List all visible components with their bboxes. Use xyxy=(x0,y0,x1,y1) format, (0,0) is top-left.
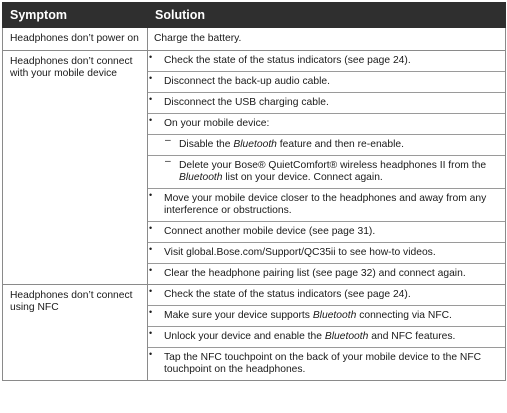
solution-subitem xyxy=(148,156,505,189)
solution-item: • Check the state of the status indicators (see page 24). xyxy=(148,51,505,72)
solution-subitem xyxy=(148,135,505,156)
text: and NFC features. xyxy=(368,331,456,342)
troubleshooting-table xyxy=(2,2,506,381)
bluetooth-term: Bluetooth xyxy=(312,310,357,321)
solution-item: • Disconnect the back-up audio cable. xyxy=(148,72,505,93)
table-row xyxy=(3,285,506,381)
solution-item xyxy=(148,306,505,327)
symptom-cell: Headphones don’t connect with your mobile device xyxy=(3,51,148,285)
bluetooth-term: Bluetooth xyxy=(179,172,223,183)
solution-text: Charge the battery. xyxy=(154,33,242,44)
solution-item xyxy=(148,327,505,348)
solution-cell xyxy=(148,285,506,381)
text: Delete your Bose® QuietComfort® wireless headphones II from the xyxy=(179,160,487,171)
bluetooth-term: Bluetooth xyxy=(324,331,369,342)
solution-item: • Check the state of the status indicators (see page 24). xyxy=(148,285,505,306)
text: Disable the xyxy=(179,139,234,150)
text: Make sure your device supports xyxy=(164,310,313,321)
solution-cell xyxy=(148,28,506,51)
solution-item: • Move your mobile device closer to the headphones and away from any interference or obstructions. xyxy=(148,189,505,222)
text: connecting via NFC. xyxy=(356,310,452,321)
solution-item: • Clear the headphone pairing list (see page 32) and connect again. xyxy=(148,264,505,284)
header-row xyxy=(3,3,506,28)
solution-item: • Visit global.Bose.com/Support/QC35ii to see how-to videos. xyxy=(148,243,505,264)
text: feature and then re-enable. xyxy=(276,139,404,150)
solution-item: • Connect another mobile device (see page 31). xyxy=(148,222,505,243)
header-symptom: Symptom xyxy=(3,3,148,28)
solution-cell xyxy=(148,51,506,285)
solution-item: • On your mobile device: xyxy=(148,114,505,135)
solution-item: • Disconnect the USB charging cable. xyxy=(148,93,505,114)
table-row xyxy=(3,51,506,285)
table-row xyxy=(3,28,506,51)
symptom-cell: Headphones don’t connect using NFC xyxy=(3,285,148,381)
symptom-cell: Headphones don’t power on xyxy=(3,28,148,51)
text: list on your device. Connect again. xyxy=(222,172,383,183)
solution-item: • Tap the NFC touchpoint on the back of your mobile device to the NFC touchpoint on the headphones. xyxy=(148,348,505,380)
text: Unlock your device and enable the xyxy=(164,331,325,342)
header-solution: Solution xyxy=(148,3,506,28)
bluetooth-term: Bluetooth xyxy=(233,139,277,150)
